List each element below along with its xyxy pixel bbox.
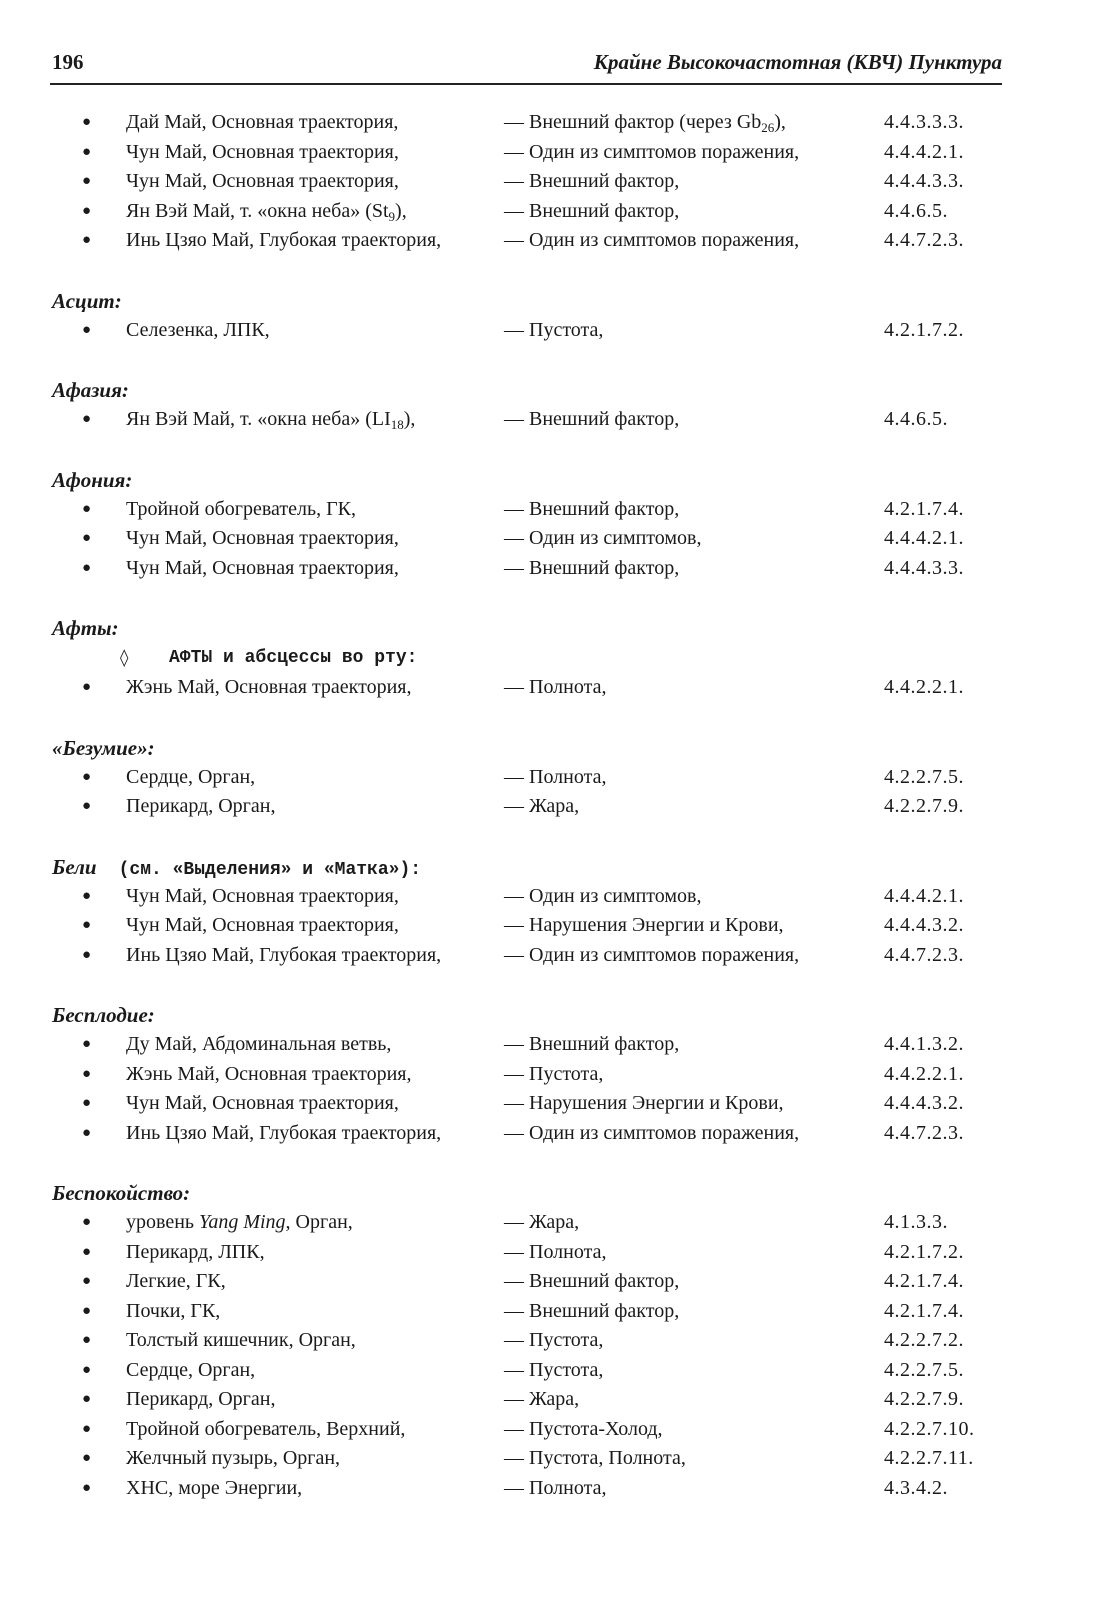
entry-channel-text: Перикард, Орган,: [126, 795, 276, 817]
entry-channel: [126, 1030, 391, 1060]
list-item: [52, 316, 1002, 346]
entry-reference: 4.2.2.7.11.: [884, 1447, 974, 1469]
entry-channel-text: уровень: [126, 1211, 200, 1233]
entry-channel: [126, 405, 415, 435]
entry-reference: 4.1.3.3.: [884, 1211, 948, 1233]
entry-condition: [504, 763, 606, 793]
entry-channel-suffix: , Орган,: [285, 1211, 353, 1233]
entry-condition-text: — Жара,: [504, 1388, 580, 1410]
bullet-icon: ●: [82, 559, 92, 576]
entry-condition-text: — Жара,: [504, 795, 580, 817]
entry-reference: 4.4.7.2.3.: [884, 1121, 964, 1144]
entry-condition: [504, 1119, 799, 1149]
page-number: 196: [52, 50, 84, 74]
entry-channel: [126, 197, 407, 227]
entry-reference: 4.3.4.2.: [884, 1476, 948, 1499]
section-title: Афты:: [52, 616, 119, 640]
entry-reference: 4.4.4.2.1.: [884, 527, 964, 549]
entry-reference: 4.2.1.7.2.: [884, 318, 964, 341]
list-item: [52, 554, 1002, 584]
bullet-icon: ●: [82, 500, 92, 517]
section-heading: [52, 733, 1002, 763]
bullet-icon: ●: [82, 1124, 92, 1141]
section-title: Беспокойство:: [52, 1181, 191, 1205]
bullet-icon: ●: [82, 202, 92, 219]
section-title: Бесплодие:: [52, 1003, 155, 1027]
entry-condition-text: — Внешний фактор,: [504, 1299, 680, 1322]
bullet-icon: ●: [82, 143, 92, 160]
entry-channel: [126, 1089, 399, 1119]
entry-reference: 4.2.1.7.4.: [884, 1299, 964, 1322]
entry-condition-text: — Пустота, Полнота,: [504, 1447, 686, 1469]
entry-condition: [504, 554, 679, 584]
entry-channel: [126, 554, 399, 584]
entry-condition: [504, 1444, 686, 1474]
list-item: [52, 1267, 1002, 1297]
entry-reference: 4.4.4.3.2.: [884, 1092, 964, 1114]
entry-channel-text: Тройной обогреватель, Верхний,: [126, 1417, 406, 1440]
list-item: [52, 911, 1002, 941]
entry-reference: 4.2.2.7.10.: [884, 1417, 975, 1440]
entry-channel: [126, 763, 255, 793]
entry-condition-text: — Внешний фактор (через Gb: [504, 111, 762, 133]
entry-reference: 4.4.4.3.3.: [884, 170, 964, 192]
entry-channel-text: Чун Май, Основная траектория,: [126, 170, 399, 192]
entry-condition-text: — Один из симптомов,: [504, 527, 702, 549]
bullet-icon: ●: [82, 530, 92, 546]
entry-channel: [126, 1297, 220, 1327]
list-item: [52, 1089, 1002, 1119]
entry-reference: 4.4.2.2.1.: [884, 676, 964, 698]
entry-channel-text: Инь Цзяо Май, Глубокая траектория,: [126, 943, 442, 966]
entry-channel-subscript: 18: [390, 417, 404, 432]
entry-channel-suffix: ),: [403, 408, 416, 430]
entry-reference: 4.4.4.2.1.: [884, 884, 964, 907]
diamond-icon: ◊: [120, 648, 129, 668]
entry-channel-text: Инь Цзяо Май, Глубокая траектория,: [126, 229, 442, 251]
header-rule: [50, 83, 1002, 85]
entry-reference: 4.2.1.7.4.: [884, 1270, 964, 1292]
entry-channel-text: Селезенка, ЛПК,: [126, 318, 270, 341]
list-item: [52, 226, 1002, 256]
entry-reference: 4.2.1.7.2.: [884, 1240, 964, 1263]
bullet-icon: ●: [82, 114, 92, 130]
section-heading: [52, 1178, 1002, 1208]
entry-condition-text: — Внешний фактор,: [504, 199, 680, 222]
bullet-icon: ●: [82, 1420, 92, 1437]
entry-channel: [126, 792, 275, 822]
list-item: [52, 108, 1002, 138]
entry-channel: [126, 1326, 356, 1356]
entry-condition-text: — Внешний фактор,: [504, 408, 680, 430]
entry-channel: [126, 1385, 275, 1415]
entry-condition-text: — Один из симптомов,: [504, 884, 702, 907]
entry-condition-text: — Полнота,: [504, 1240, 607, 1263]
entry-reference: 4.4.3.3.3.: [884, 111, 964, 133]
entry-reference: 4.4.7.2.3.: [884, 943, 964, 966]
entry-channel: [126, 1238, 265, 1268]
bullet-icon: ●: [82, 411, 92, 427]
entry-reference: 4.4.4.3.3.: [884, 556, 964, 579]
section-heading: [52, 613, 1002, 643]
section-title: Асцит:: [52, 288, 122, 313]
entry-channel-text: Почки, ГК,: [126, 1299, 221, 1322]
entry-condition: [504, 495, 679, 525]
entry-condition: [504, 226, 799, 256]
entry-channel-italic: Yang Ming: [199, 1211, 286, 1233]
list-item: [52, 1444, 1002, 1474]
bullet-icon: ●: [82, 887, 92, 904]
entry-channel-text: Чун Май, Основная траектория,: [126, 914, 399, 936]
entry-condition: [504, 673, 606, 703]
entry-channel: [126, 1474, 302, 1504]
entry-condition-text: — Жара,: [504, 1211, 580, 1233]
entry-channel-text: Ян Вэй Май, т. «окна неба» (St: [126, 199, 389, 222]
entry-channel: [126, 1356, 255, 1386]
bullet-icon: ●: [82, 679, 92, 695]
section-title: «Безумие»:: [52, 735, 155, 760]
entry-channel: [126, 108, 398, 138]
entry-channel: [126, 1208, 353, 1238]
list-item: [52, 1030, 1002, 1060]
entry-condition: [504, 1267, 679, 1297]
subheading: [52, 643, 1002, 673]
section-heading: [52, 1000, 1002, 1030]
entry-channel-text: Сердце, Орган,: [126, 1358, 256, 1381]
entry-channel-text: Чун Май, Основная траектория,: [126, 556, 399, 579]
entry-condition: [504, 941, 799, 971]
running-title: Крайне Высокочастотная (КВЧ) Пунктура: [593, 50, 1002, 74]
entry-condition-subscript: 26: [761, 120, 775, 135]
subheading-text: АФТЫ и абсцессы во рту:: [169, 648, 418, 668]
list-item: [52, 882, 1002, 912]
entry-reference: 4.4.4.3.2.: [884, 914, 964, 936]
bullet-icon: ●: [82, 917, 92, 933]
index-content: [52, 108, 1002, 1503]
entry-condition: [504, 1356, 603, 1386]
entry-channel: [126, 882, 399, 912]
entry-condition-text: — Внешний фактор,: [504, 497, 680, 520]
entry-reference: 4.2.2.7.9.: [884, 795, 964, 817]
entry-channel-text: Чун Май, Основная траектория,: [126, 527, 399, 549]
entry-reference: 4.4.7.2.3.: [884, 229, 964, 251]
entry-reference: 4.2.1.7.4.: [884, 497, 964, 520]
entry-condition: [504, 911, 784, 941]
entry-condition-text: — Один из симптомов поражения,: [504, 229, 800, 251]
entry-condition: [504, 316, 603, 346]
entry-channel: [126, 911, 399, 941]
entry-channel-text: Жэнь Май, Основная траектория,: [126, 676, 412, 698]
entry-channel-text: Толстый кишечник, Орган,: [126, 1329, 356, 1351]
list-item: [52, 197, 1002, 227]
entry-condition-text: — Полнота,: [504, 676, 607, 698]
entry-channel-suffix: ),: [395, 199, 407, 222]
entry-channel-subscript: 9: [388, 208, 396, 224]
entry-condition-text: — Один из симптомов поражения,: [504, 943, 800, 966]
entry-condition-text: — Один из симптомов поражения,: [504, 140, 800, 163]
entry-condition-text: — Внешний фактор,: [504, 1033, 680, 1055]
bullet-icon: ●: [82, 1214, 92, 1230]
entry-channel-text: Перикард, Орган,: [126, 1388, 276, 1410]
entry-condition: [504, 882, 702, 912]
section-title: Афазия:: [52, 378, 129, 402]
entry-channel-text: Чун Май, Основная траектория,: [126, 140, 399, 163]
entry-channel-text: Чун Май, Основная траектория,: [126, 884, 399, 907]
entry-condition-text: — Пустота,: [504, 318, 604, 341]
section-title: Афония:: [52, 467, 133, 492]
entry-condition: [504, 1415, 663, 1445]
entry-channel: [126, 673, 412, 703]
entry-channel-text: ХНС, море Энергии,: [126, 1476, 303, 1499]
entry-condition: [504, 1385, 579, 1415]
entry-condition: [504, 1238, 606, 1268]
list-item: [52, 1208, 1002, 1238]
entry-reference: 4.4.1.3.2.: [884, 1033, 964, 1055]
entry-reference: 4.4.2.2.1.: [884, 1062, 964, 1085]
bullet-icon: ●: [82, 1479, 92, 1496]
entry-channel-text: Желчный пузырь, Орган,: [126, 1447, 341, 1469]
list-item: [52, 1474, 1002, 1504]
bullet-icon: ●: [82, 768, 92, 785]
entry-condition-text: — Внешний фактор,: [504, 170, 680, 192]
list-item: [52, 1326, 1002, 1356]
entry-condition-text: — Полнота,: [504, 765, 607, 788]
entry-channel-text: Тройной обогреватель, ГК,: [126, 497, 356, 520]
list-item: [52, 1356, 1002, 1386]
list-item: [52, 673, 1002, 703]
bullet-icon: ●: [82, 1391, 92, 1407]
entry-channel: [126, 138, 399, 168]
entry-condition: [504, 405, 679, 435]
bullet-icon: ●: [82, 1332, 92, 1348]
bullet-icon: ●: [82, 173, 92, 189]
entry-condition-text: — Один из симптомов поражения,: [504, 1121, 800, 1144]
entry-channel-text: Перикард, ЛПК,: [126, 1240, 265, 1263]
entry-condition: [504, 108, 786, 138]
entry-reference: 4.2.2.7.5.: [884, 1358, 964, 1381]
bullet-icon: ●: [82, 1361, 92, 1378]
entry-channel: [126, 1060, 412, 1090]
bullet-icon: ●: [82, 1273, 92, 1289]
entry-channel: [126, 524, 399, 554]
entry-condition: [504, 1326, 603, 1356]
bullet-icon: ●: [82, 1450, 92, 1466]
entry-channel-text: Жэнь Май, Основная траектория,: [126, 1062, 412, 1085]
entry-condition-text: — Внешний фактор,: [504, 556, 680, 579]
entry-reference: 4.2.2.7.9.: [884, 1388, 964, 1410]
entry-channel: [126, 167, 399, 197]
bullet-icon: ●: [82, 1243, 92, 1260]
list-item: [52, 1385, 1002, 1415]
section-heading: [52, 465, 1002, 495]
list-item: [52, 524, 1002, 554]
entry-channel: [126, 1267, 226, 1297]
entry-channel: [126, 226, 441, 256]
bullet-icon: ●: [82, 798, 92, 814]
section-heading: [52, 852, 1002, 882]
entry-condition: [504, 1060, 603, 1090]
entry-channel-text: Сердце, Орган,: [126, 765, 256, 788]
list-item: [52, 405, 1002, 435]
bullet-icon: ●: [82, 1095, 92, 1111]
bullet-icon: ●: [82, 946, 92, 963]
entry-channel: [126, 316, 270, 346]
bullet-icon: ●: [82, 1036, 92, 1052]
entry-condition: [504, 167, 679, 197]
list-item: [52, 792, 1002, 822]
entry-channel: [126, 941, 441, 971]
entry-channel-text: Ян Вэй Май, т. «окна неба» (LI: [126, 408, 391, 430]
entry-condition: [504, 792, 579, 822]
list-item: [52, 941, 1002, 971]
entry-condition: [504, 1474, 606, 1504]
list-item: [52, 1119, 1002, 1149]
list-item: [52, 138, 1002, 168]
entry-channel-text: Чун Май, Основная траектория,: [126, 1092, 399, 1114]
entry-reference: 4.4.6.5.: [884, 408, 948, 430]
section-heading: [52, 286, 1002, 316]
entry-channel-text: Легкие, ГК,: [126, 1270, 226, 1292]
entry-channel-text: Дай Май, Основная траектория,: [126, 111, 399, 133]
entry-condition: [504, 1089, 784, 1119]
bullet-icon: ●: [82, 1302, 92, 1319]
entry-condition-text: — Пустота,: [504, 1062, 604, 1085]
bullet-icon: ●: [82, 321, 92, 338]
entry-condition-text: — Пустота,: [504, 1358, 604, 1381]
list-item: [52, 167, 1002, 197]
entry-reference: 4.2.2.7.2.: [884, 1329, 964, 1351]
list-item: [52, 1060, 1002, 1090]
entry-condition-text: — Внешний фактор,: [504, 1270, 680, 1292]
list-item: [52, 763, 1002, 793]
entry-reference: 4.2.2.7.5.: [884, 765, 964, 788]
entry-condition-text: — Полнота,: [504, 1476, 607, 1499]
entry-condition-suffix: ),: [774, 111, 786, 133]
entry-channel-text: Инь Цзяо Май, Глубокая траектория,: [126, 1121, 442, 1144]
entry-reference: 4.4.4.2.1.: [884, 140, 964, 163]
section-title: Бели: [52, 854, 97, 879]
entry-condition-text: — Нарушения Энергии и Крови,: [504, 1092, 784, 1114]
entry-condition: [504, 197, 679, 227]
section-heading: [52, 375, 1002, 405]
entry-condition-text: — Нарушения Энергии и Крови,: [504, 914, 784, 936]
entry-channel: [126, 1444, 340, 1474]
section-note: (см. «Выделения» и «Матка»):: [118, 859, 422, 880]
list-item: [52, 1415, 1002, 1445]
entry-condition-text: — Пустота,: [504, 1329, 604, 1351]
bullet-icon: ●: [82, 1065, 92, 1082]
entry-channel: [126, 1415, 405, 1445]
bullet-icon: ●: [82, 232, 92, 248]
entry-condition: [504, 1208, 579, 1238]
entry-condition: [504, 524, 702, 554]
list-item: [52, 495, 1002, 525]
entry-condition: [504, 138, 799, 168]
entry-condition: [504, 1297, 679, 1327]
entry-channel-text: Ду Май, Абдоминальная ветвь,: [126, 1033, 392, 1055]
entry-condition: [504, 1030, 679, 1060]
list-item: [52, 1297, 1002, 1327]
entry-condition-text: — Пустота-Холод,: [504, 1417, 663, 1440]
list-item: [52, 1238, 1002, 1268]
entry-reference: 4.4.6.5.: [884, 199, 948, 222]
entry-channel: [126, 495, 356, 525]
entry-channel: [126, 1119, 441, 1149]
page-header: [52, 50, 1002, 84]
